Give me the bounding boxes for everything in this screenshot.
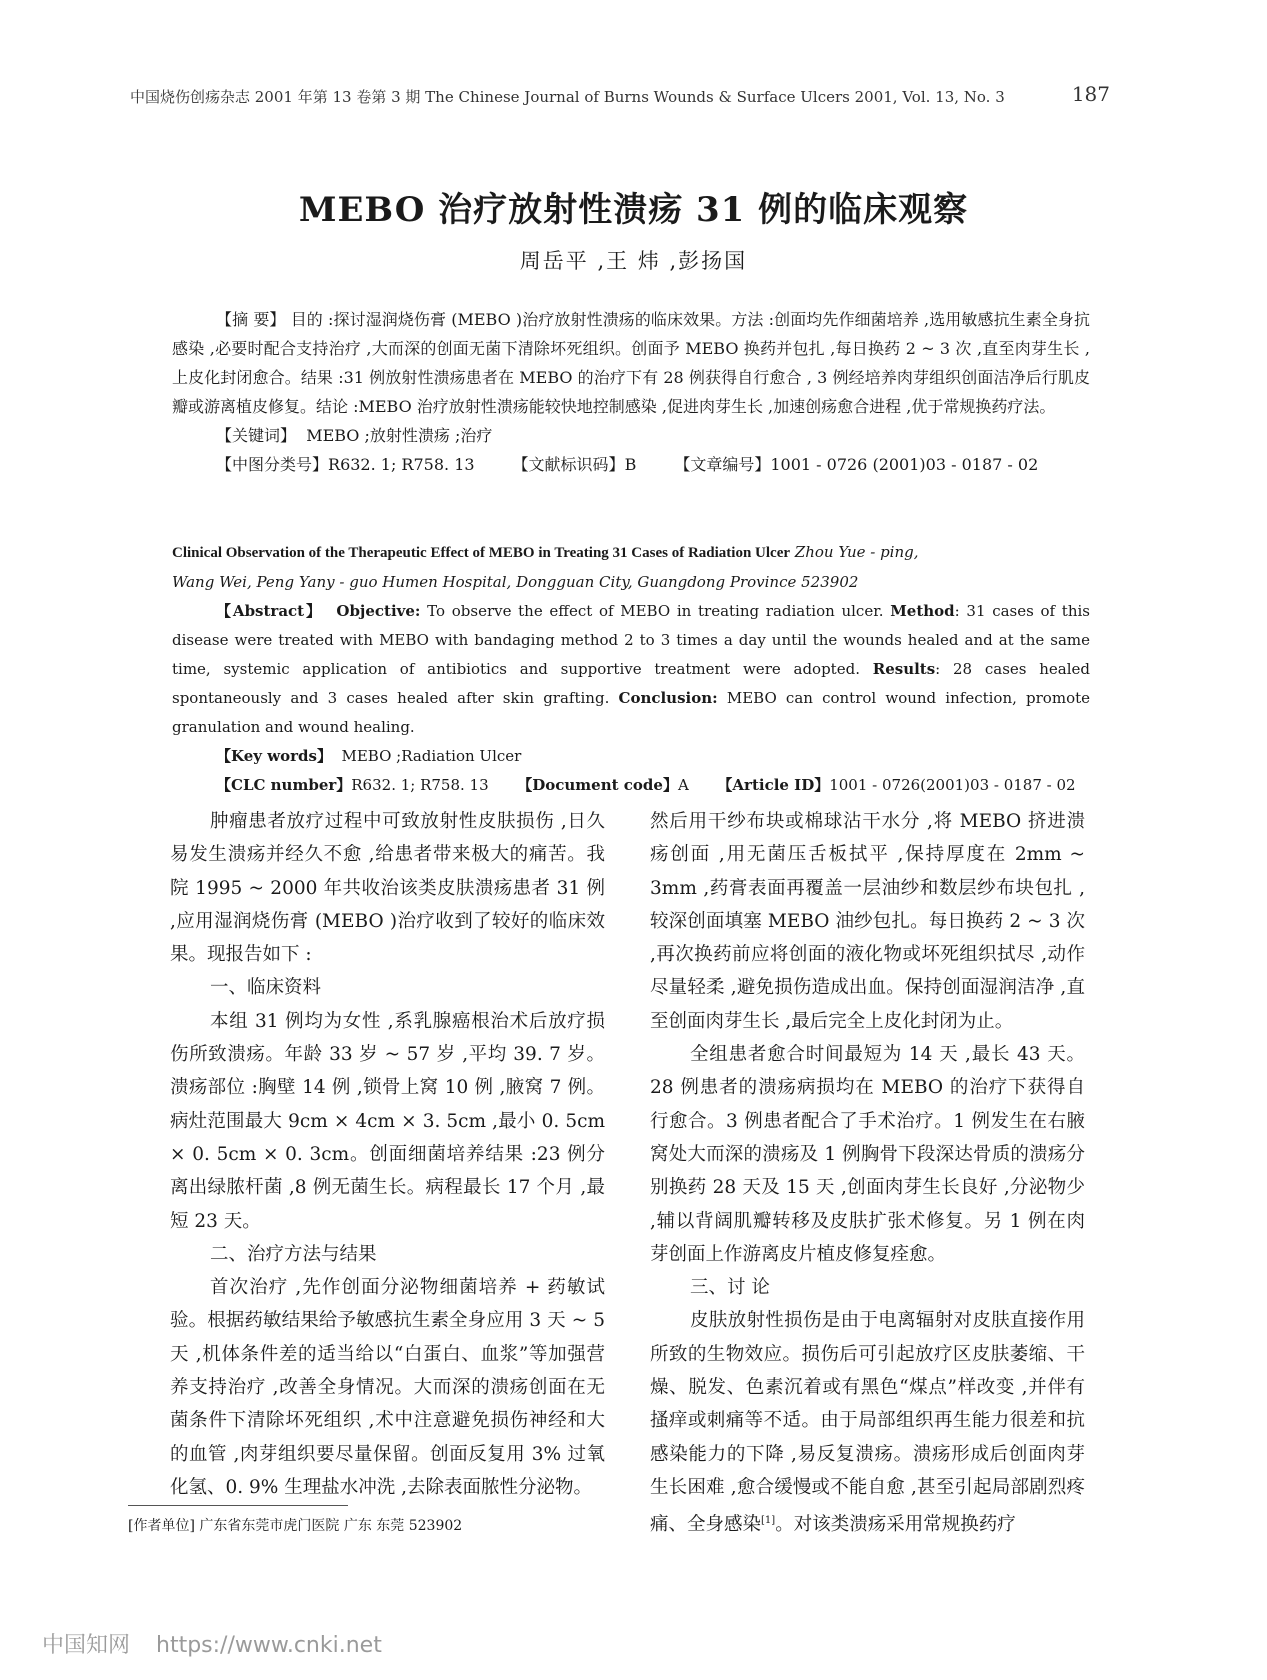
- en-abstract-label: 【Abstract】: [216, 602, 323, 620]
- en-art-label: 【Article ID】: [717, 776, 830, 794]
- footnote-divider: [128, 1505, 348, 1506]
- en-objective-label: Objective:: [336, 602, 421, 620]
- en-title: Clinical Observation of the Therapeutic Effect of MEBO in Treating 31 Cases of Radiation Ulcer: [172, 545, 791, 561]
- body-right-column: [650, 805, 1085, 1542]
- methods-continued-paragraph: 然后用干纱布块或棉球沾干水分 ,将 MEBO 挤进溃疡创面 ,用无菌压舌板拭平 ,保持厚度在 2mm ~ 3mm ,药膏表面再覆盖一层油纱和数层纱布块包扎 ,较深创面填塞 MEBO 油纱包扎。每日换药 2 ~ 3 次 ,再次换药前应将创面的液化物或坏死组织拭尽 ,动作尽量轻柔 ,避免损伤造成出血。保持创面湿润洁净 ,直至创面肉芽生长 ,最后完全上皮化封闭为止。: [650, 811, 1085, 1032]
- author-affiliation-footnote: [作者单位] 广东省东莞市虎门医院 广东 东莞 523902: [128, 1518, 463, 1534]
- en-doc-label: 【Document code】: [517, 776, 678, 794]
- en-conclusion-label: Conclusion:: [618, 689, 718, 707]
- section-heading-methods: 二、治疗方法与结果: [210, 1243, 377, 1265]
- cn-keywords-label: 【关键词】: [216, 426, 297, 445]
- discussion-paragraph: [650, 1304, 1085, 1541]
- cn-doc: B: [624, 455, 637, 474]
- en-method-label: Method: [890, 602, 955, 620]
- authors: 周岳平 ,王 炜 ,彭扬国: [519, 249, 748, 273]
- journal-info: 中国烧伤创疡杂志 2001 年第 13 卷第 3 期 The Chinese Journal of Burns Wounds & Surface Ulcers 2001, Vol. 13, No. 3: [130, 88, 1005, 106]
- en-doc: A: [677, 776, 689, 794]
- cn-clc-label: 【中图分类号】: [216, 455, 329, 474]
- cn-keywords: [172, 421, 1090, 450]
- cnki-watermark: [42, 1628, 382, 1659]
- chinese-abstract: [172, 305, 1090, 479]
- article-title: MEBO 治疗放射性溃疡 31 例的临床观察: [298, 190, 969, 230]
- discussion-text-a: 皮肤放射性损伤是由于电离辐射对皮肤直接作用所致的生物效应。损伤后可引起放疗区皮肤萎缩、干燥、脱发、色素沉着或有黑色“煤点”样改变 ,并伴有搔痒或刺痛等不适。由于局部组织再生能力很差和抗感染能力的下降 ,易反复溃疡。溃疡形成后创面肉芽生长困难 ,愈合缓慢或不能自愈 ,甚至引起局部剧烈疼痛、全身感染: [650, 1310, 1085, 1536]
- cn-art: 1001 - 0726 (2001)03 - 0187 - 02: [770, 455, 1039, 474]
- cn-keywords-text: MEBO ;放射性溃疡 ;治疗: [306, 426, 493, 445]
- cn-abstract-text: 目的 :探讨湿润烧伤膏 (MEBO )治疗放射性溃疡的临床效果。方法 :创面均先作细菌培养 ,选用敏感抗生素全身抗感染 ,必要时配合支持治疗 ,大而深的创面无菌下清除坏死组织。创面予 MEBO 换药并包扎 ,每日换药 2 ~ 3 次 ,直至肉芽生长 ,上皮化封闭愈合。结果 :31 例放射性溃疡患者在 MEBO 的治疗下有 28 例获得自行愈合 , 3 例经培养肉芽组织创面洁净后行肌皮瓣或游离植皮修复。结论 :MEBO 治疗放射性溃疡能较快地控制感染 ,促进肉芽生长 ,加速创疡愈合进程 ,优于常规换药疗法。: [172, 310, 1090, 416]
- section-heading-discussion: 三、讨 论: [690, 1277, 770, 1299]
- methods-paragraph: 首次治疗 ,先作创面分泌物细菌培养 + 药敏试验。根据药敏结果给予敏感抗生素全身应用 3 天 ~ 5 天 ,机体条件差的适当给以“白蛋白、血浆”等加强营养支持治疗 ,改善全身情况。大而深的溃疡创面在无菌条件下清除坏死组织 ,术中注意避免损伤神经和大的血管 ,肉芽组织要尽量保留。创面反复用 3% 过氧化氢、0. 9% 生理盐水冲洗 ,去除表面脓性分泌物。: [170, 1277, 605, 1498]
- section-heading-clinical-data: 一、临床资料: [210, 977, 322, 999]
- page-number: 187: [1071, 82, 1110, 106]
- en-clc: R632. 1; R758. 13: [351, 776, 489, 794]
- discussion-text-b: 。对该类溃疡采用常规换药疗: [775, 1514, 1016, 1536]
- english-abstract: [172, 538, 1090, 800]
- en-conclusion: MEBO can control wound infection, promote granulation and wound healing.: [172, 689, 1090, 736]
- reference-citation: [1]: [761, 1515, 776, 1527]
- cnki-url: https://www.cnki.net: [156, 1633, 382, 1658]
- en-results-label: Results: [872, 660, 936, 678]
- cn-doc-label: 【文献标识码】: [512, 455, 625, 474]
- en-method: : 31 cases of this disease were treated with MEBO with bandaging method 2 to 3 times a day until the wounds healed and at the same time, systemic application of antibiotics and supportive treatment were adopted.: [172, 602, 1090, 678]
- clinical-data-paragraph: 本组 31 例均为女性 ,系乳腺癌根治术后放疗损伤所致溃疡。年龄 33 岁 ~ 57 岁 ,平均 39. 7 岁。溃疡部位 :胸壁 14 例 ,锁骨上窝 10 例 ,腋窝 7 例。病灶范围最大 9cm × 4cm × 3. 5cm ,最小 0. 5cm × 0. 5cm × 0. 3cm。创面细菌培养结果 :23 例分离出绿脓杆菌 ,8 例无菌生长。病程最长 17 个月 ,最短 23 天。: [170, 1010, 605, 1232]
- en-keywords-label: 【Key words】: [216, 747, 332, 765]
- en-keywords: [172, 742, 1090, 771]
- cn-classification: [172, 450, 1090, 479]
- results-paragraph: 全组患者愈合时间最短为 14 天 ,最长 43 天。28 例患者的溃疡病损均在 MEBO 的治疗下获得自行愈合。3 例患者配合了手术治疗。1 例发生在右腋窝处大而深的溃疡及 1 例胸骨下段深达骨质的溃疡分别换药 28 天及 15 天 ,创面肉芽生长良好 ,分泌物少 ,辅以背阔肌瓣转移及皮肤扩张术修复。另 1 例在肉芽创面上作游离皮片植皮修复痊愈。: [650, 1044, 1085, 1265]
- en-abstract-body: [172, 597, 1090, 742]
- cn-clc: R632. 1; R758. 13: [328, 455, 475, 474]
- en-title-line: [172, 538, 1090, 568]
- cn-abstract-label: 【摘 要】: [216, 310, 286, 329]
- body-left-column: [170, 805, 605, 1504]
- en-objective: To observe the effect of MEBO in treating radiation ulcer.: [420, 602, 891, 620]
- en-clc-label: 【CLC number】: [216, 776, 352, 794]
- en-classification: [172, 771, 1090, 800]
- intro-paragraph: 肿瘤患者放疗过程中可致放射性皮肤损伤 ,日久易发生溃疡并经久不愈 ,给患者带来极大的痛苦。我院 1995 ~ 2000 年共收治该类皮肤溃疡患者 31 例 ,应用湿润烧伤膏 (MEBO )治疗收到了较好的临床效果。现报告如下 :: [170, 811, 605, 966]
- cn-abstract-body: [172, 305, 1090, 421]
- en-keywords-text: MEBO ;Radiation Ulcer: [341, 747, 522, 765]
- en-results: : 28 cases healed spontaneously and 3 cases healed after skin grafting.: [172, 660, 1090, 707]
- en-authors-1: Zhou Yue - ping,: [794, 543, 919, 561]
- cn-art-label: 【文章编号】: [674, 455, 771, 474]
- en-art: 1001 - 0726(2001)03 - 0187 - 02: [829, 776, 1076, 794]
- cnki-brand: 中国知网: [42, 1633, 131, 1658]
- en-authors-2: Wang Wei, Peng Yany - guo Humen Hospital, Dongguan City, Guangdong Province 523902: [172, 573, 859, 591]
